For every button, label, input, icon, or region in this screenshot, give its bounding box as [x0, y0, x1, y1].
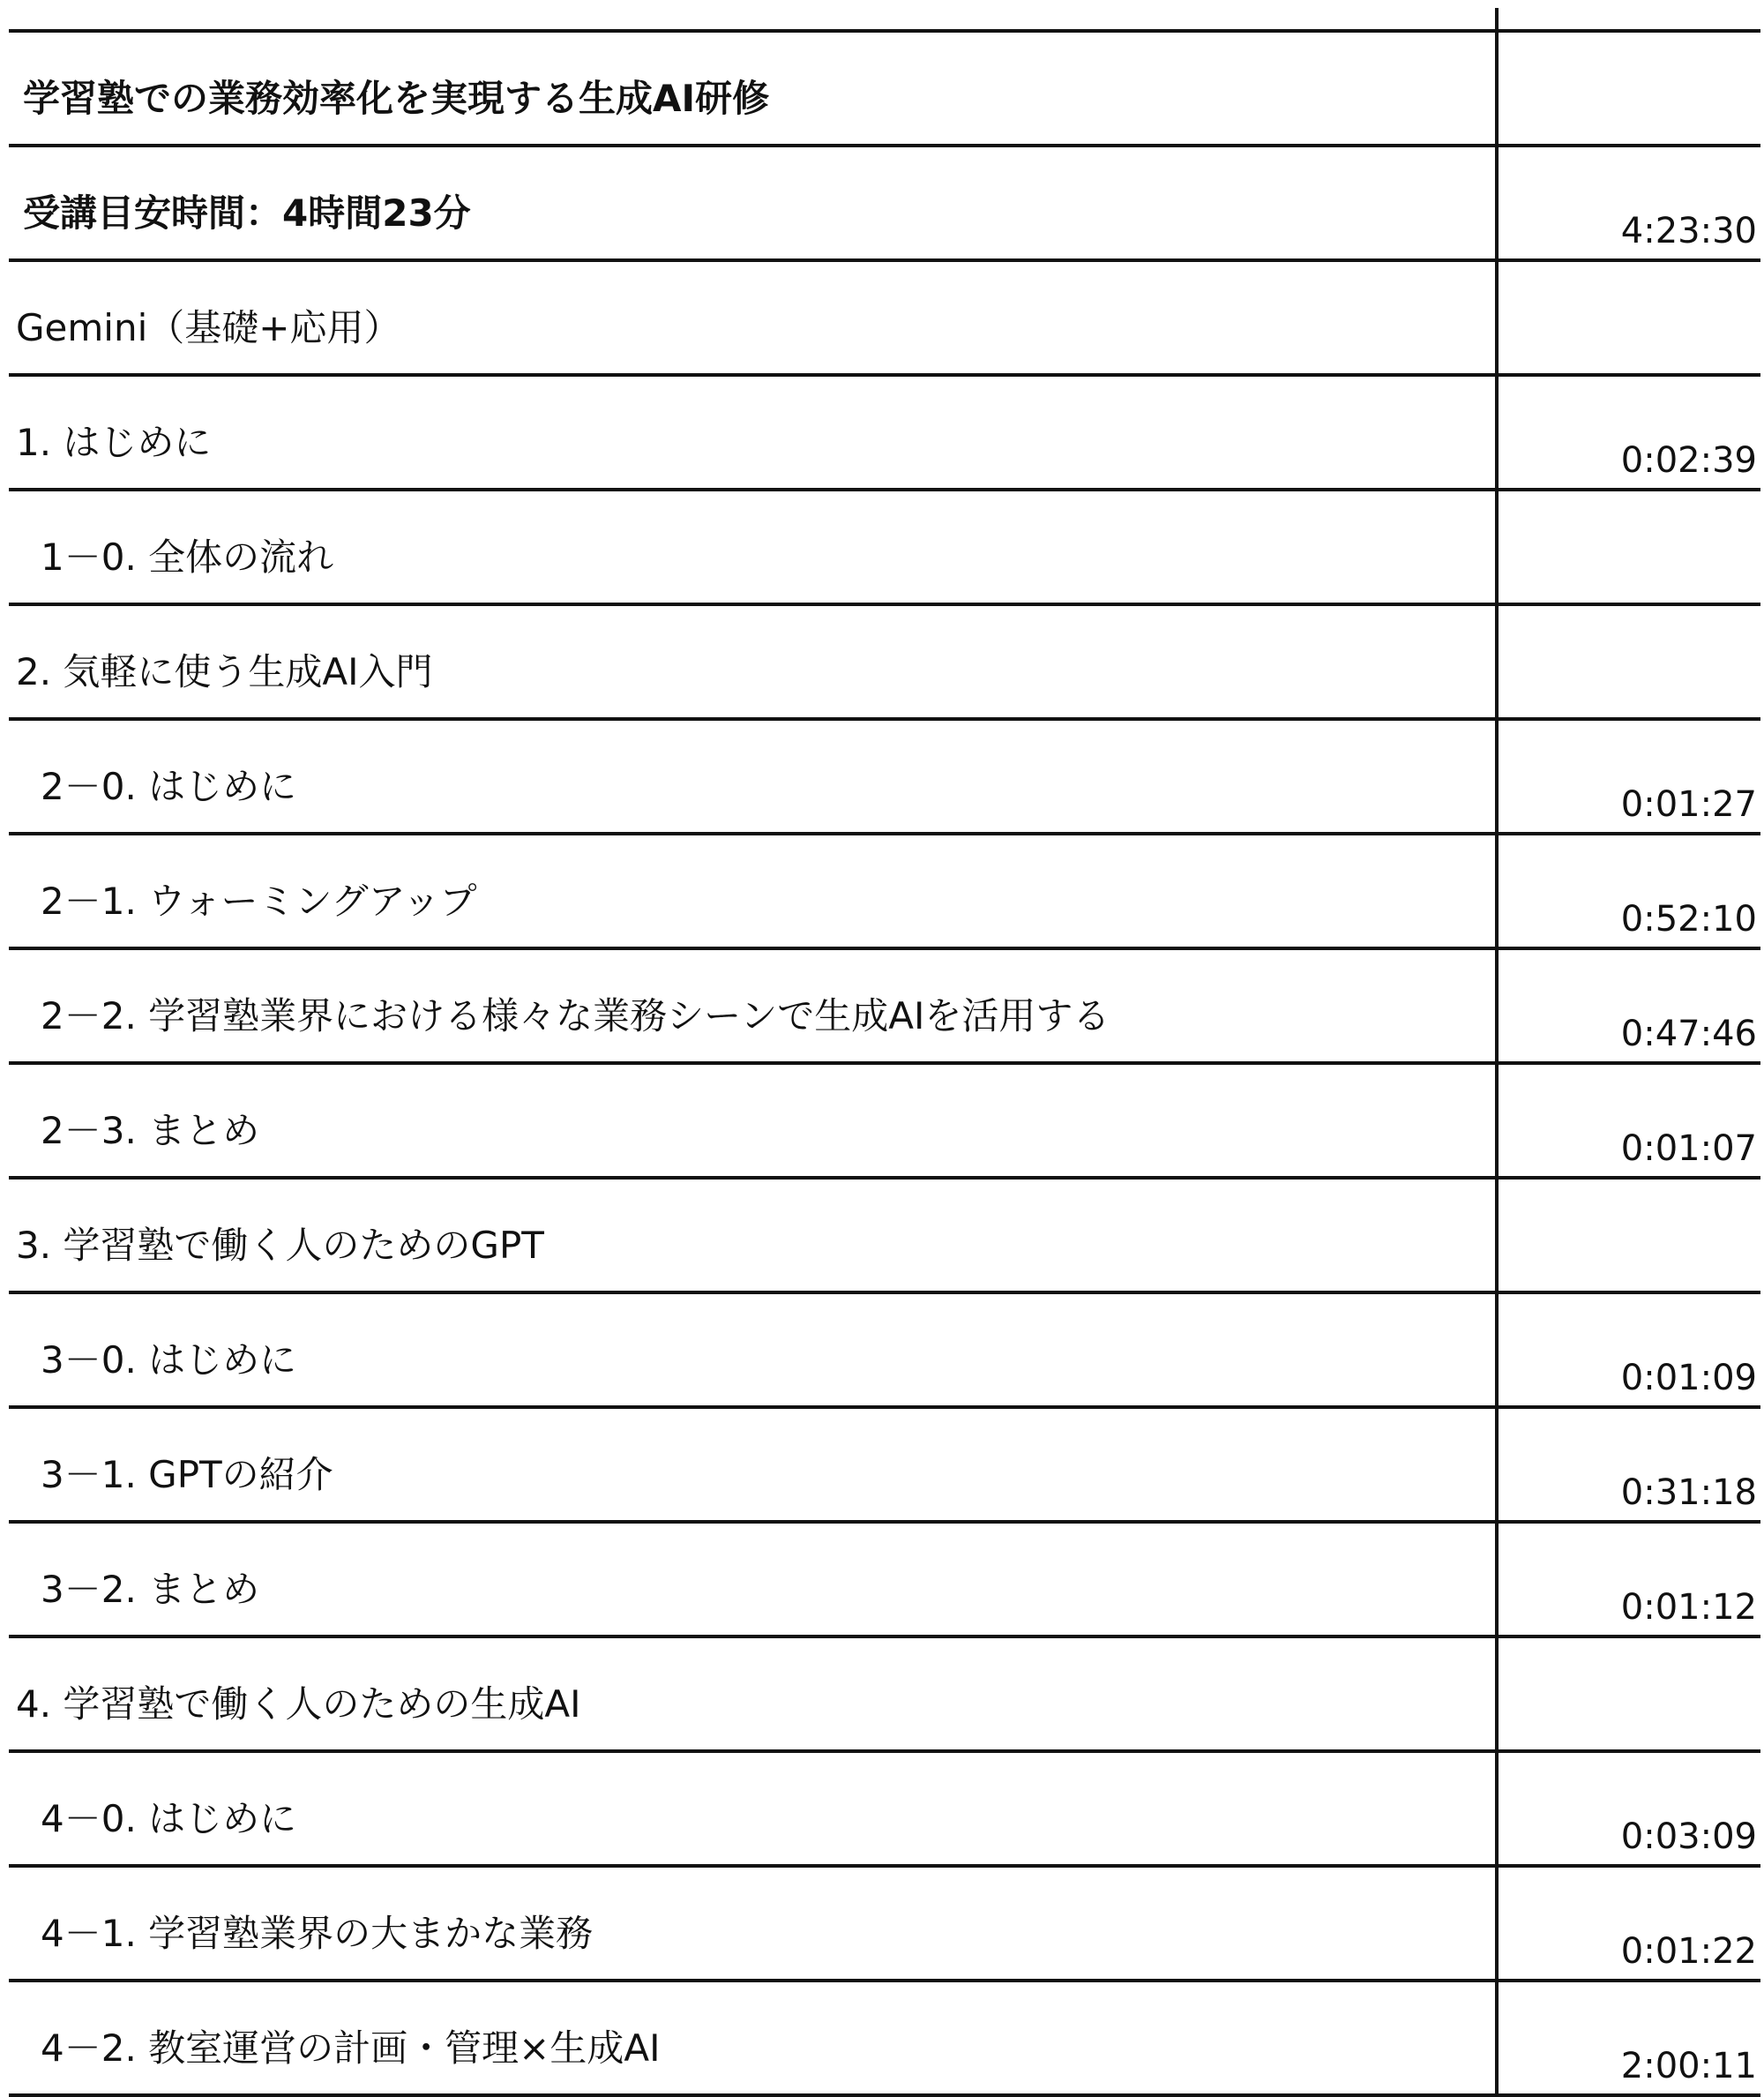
section-title-cell[interactable]: 2. 気軽に使う生成AI入門 [9, 604, 1497, 719]
table-row [9, 146, 1760, 260]
table-row [9, 948, 1760, 1063]
duration-cell[interactable] [1497, 490, 1760, 604]
section-title-cell[interactable]: 1. はじめに [9, 375, 1497, 490]
duration-cell[interactable] [1497, 1178, 1760, 1292]
top-edge-cell [1497, 8, 1760, 31]
duration-cell[interactable]: 0:31:18 [1497, 1407, 1760, 1522]
lesson-title-cell[interactable]: 3－1. GPTの紹介 [9, 1407, 1497, 1522]
lesson-title-cell[interactable]: 2－3. まとめ [9, 1063, 1497, 1178]
lesson-title-cell[interactable]: 1－0. 全体の流れ [9, 490, 1497, 604]
section-title-cell[interactable]: 4. 学習塾で働く人のための生成AI [9, 1636, 1497, 1751]
table-row [9, 719, 1760, 834]
top-edge-cell [9, 8, 1497, 31]
table-row [9, 1522, 1760, 1636]
table-row [9, 604, 1760, 719]
curriculum-rows [9, 8, 1760, 2095]
duration-cell[interactable]: 0:52:10 [1497, 834, 1760, 948]
duration-cell[interactable]: 0:01:12 [1497, 1522, 1760, 1636]
lesson-title-cell[interactable]: 3－0. はじめに [9, 1292, 1497, 1407]
table-row [9, 1178, 1760, 1292]
table-row [9, 1407, 1760, 1522]
table-row [9, 1292, 1760, 1407]
duration-cell[interactable]: 0:01:09 [1497, 1292, 1760, 1407]
title-cell[interactable]: 学習塾での業務効率化を実現する生成AI研修 [9, 31, 1497, 146]
lesson-title-cell[interactable]: 3－2. まとめ [9, 1522, 1497, 1636]
duration-cell[interactable]: 0:02:39 [1497, 375, 1760, 490]
lesson-title-cell[interactable]: 2－0. はじめに [9, 719, 1497, 834]
title-cell[interactable]: 受講目安時間：4時間23分 [9, 146, 1497, 260]
curriculum-table [9, 8, 1760, 2097]
table-row [9, 375, 1760, 490]
table-row [9, 490, 1760, 604]
duration-cell[interactable]: 0:01:27 [1497, 719, 1760, 834]
lesson-title-cell[interactable]: 4－2. 教室運営の計画・管理×生成AI [9, 1981, 1497, 2095]
table-row [9, 1981, 1760, 2095]
table-row [9, 260, 1760, 375]
course-name-cell[interactable]: Gemini（基礎+応用） [9, 260, 1497, 375]
table-row [9, 1866, 1760, 1981]
lesson-title-cell[interactable]: 4－1. 学習塾業界の大まかな業務 [9, 1866, 1497, 1981]
lesson-title-cell[interactable]: 2－1. ウォーミングアップ [9, 834, 1497, 948]
table-row [9, 31, 1760, 146]
section-title-cell[interactable]: 3. 学習塾で働く人のためのGPT [9, 1178, 1497, 1292]
duration-cell[interactable]: 0:01:22 [1497, 1866, 1760, 1981]
duration-cell[interactable] [1497, 1636, 1760, 1751]
table-row [9, 1636, 1760, 1751]
lesson-title-cell[interactable]: 2－2. 学習塾業界における様々な業務シーンで生成AIを活用する [9, 948, 1497, 1063]
duration-cell[interactable]: 4:23:30 [1497, 146, 1760, 260]
table-row [9, 1063, 1760, 1178]
duration-cell[interactable] [1497, 260, 1760, 375]
duration-cell[interactable]: 0:47:46 [1497, 948, 1760, 1063]
duration-cell[interactable]: 2:00:11 [1497, 1981, 1760, 2095]
table-row [9, 834, 1760, 948]
duration-cell[interactable] [1497, 31, 1760, 146]
duration-cell[interactable] [1497, 604, 1760, 719]
duration-cell[interactable]: 0:01:07 [1497, 1063, 1760, 1178]
lesson-title-cell[interactable]: 4－0. はじめに [9, 1751, 1497, 1866]
table-row [9, 1751, 1760, 1866]
duration-cell[interactable]: 0:03:09 [1497, 1751, 1760, 1866]
table-top-edge [9, 8, 1760, 31]
